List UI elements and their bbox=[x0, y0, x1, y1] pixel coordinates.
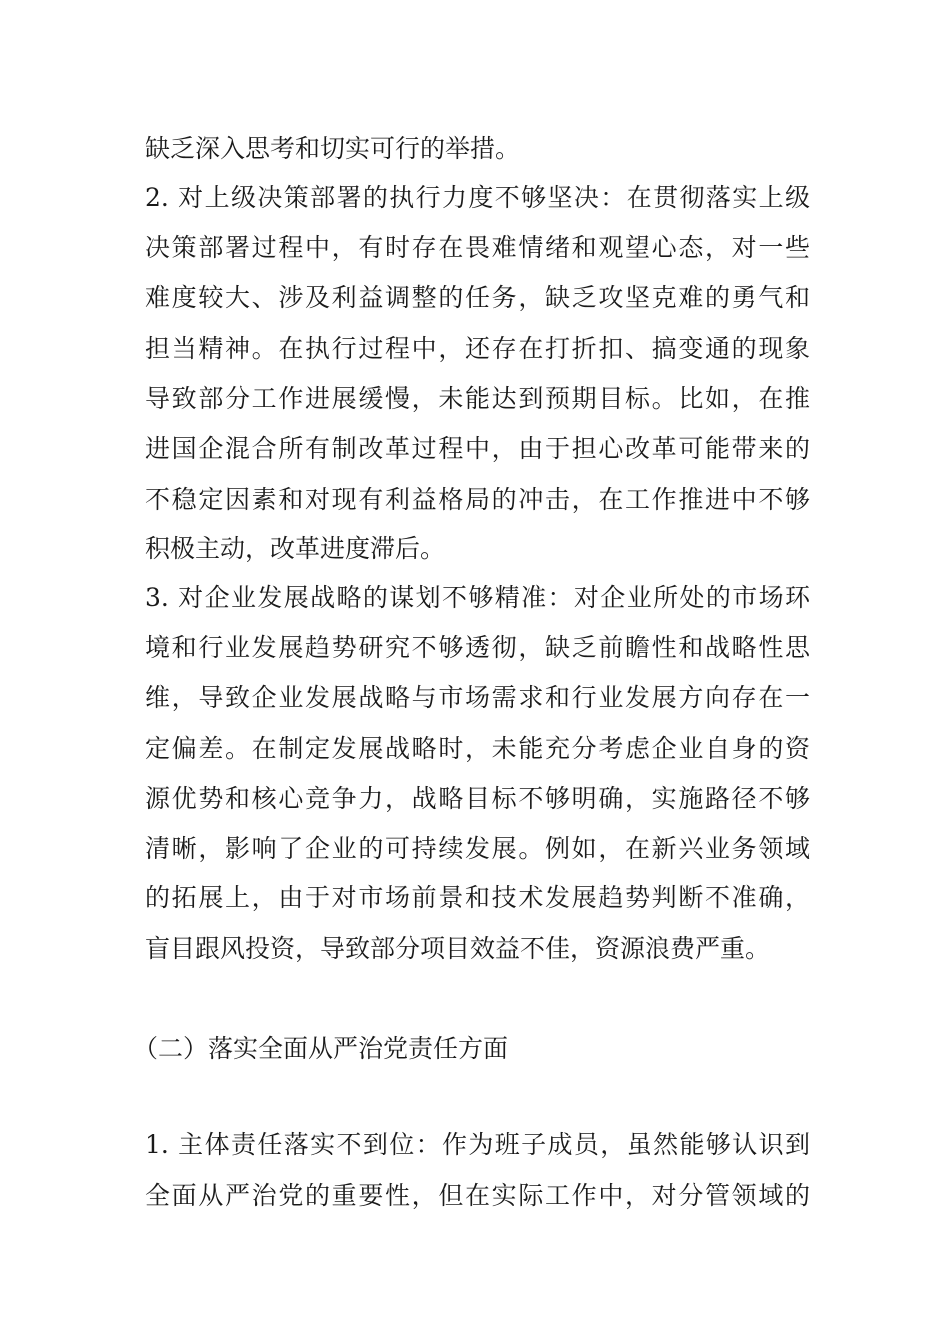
paragraph-3-line-7: 的拓展上，由于对市场前景和技术发展趋势判断不准确， bbox=[145, 883, 810, 912]
paragraph-2-line-1: 2. 对上级决策部署的执行力度不够坚决：在贯彻落实上级 bbox=[145, 183, 810, 212]
paragraph-3-line-5: 源优势和核心竞争力，战略目标不够明确，实施路径不够 bbox=[145, 784, 810, 813]
paragraph-2-line-7: 不稳定因素和对现有利益格局的冲击，在工作推进中不够 bbox=[145, 485, 810, 514]
paragraph-2-line-2: 决策部署过程中，有时存在畏难情绪和观望心态，对一些 bbox=[145, 233, 810, 262]
paragraph-3-line-8: 盲目跟风投资，导致部分项目效益不佳，资源浪费严重。 bbox=[145, 934, 771, 963]
paragraph-3-line-3: 维，导致企业发展战略与市场需求和行业发展方向存在一 bbox=[145, 683, 810, 712]
paragraph-2-line-4: 担当精神。在执行过程中，还存在打折扣、搞变通的现象 bbox=[145, 334, 810, 363]
paragraph-3-line-6: 清晰，影响了企业的可持续发展。例如，在新兴业务领域 bbox=[145, 834, 810, 863]
paragraph-3-line-4: 定偏差。在制定发展战略时，未能充分考虑企业自身的资 bbox=[145, 734, 810, 763]
paragraph-3-line-1: 3. 对企业发展战略的谋划不够精准：对企业所处的市场环 bbox=[145, 583, 810, 612]
paragraph-3-line-2: 境和行业发展趋势研究不够透彻，缺乏前瞻性和战略性思 bbox=[145, 633, 810, 662]
paragraph-2-line-6: 进国企混合所有制改革过程中，由于担心改革可能带来的 bbox=[145, 434, 810, 463]
paragraph-1-line-1: 缺乏深入思考和切实可行的举措。 bbox=[145, 134, 521, 163]
paragraph-4-line-1: 1. 主体责任落实不到位：作为班子成员，虽然能够认识到 bbox=[145, 1130, 810, 1159]
paragraph-4-line-2: 全面从严治党的重要性，但在实际工作中，对分管领域的 bbox=[145, 1181, 810, 1210]
section-heading: （二）落实全面从严治党责任方面 bbox=[133, 1034, 509, 1063]
paragraph-2-line-8: 积极主动，改革进度滞后。 bbox=[145, 534, 446, 563]
paragraph-2-line-5: 导致部分工作进展缓慢，未能达到预期目标。比如，在推 bbox=[145, 384, 810, 413]
paragraph-2-line-3: 难度较大、涉及利益调整的任务，缺乏攻坚克难的勇气和 bbox=[145, 283, 810, 312]
